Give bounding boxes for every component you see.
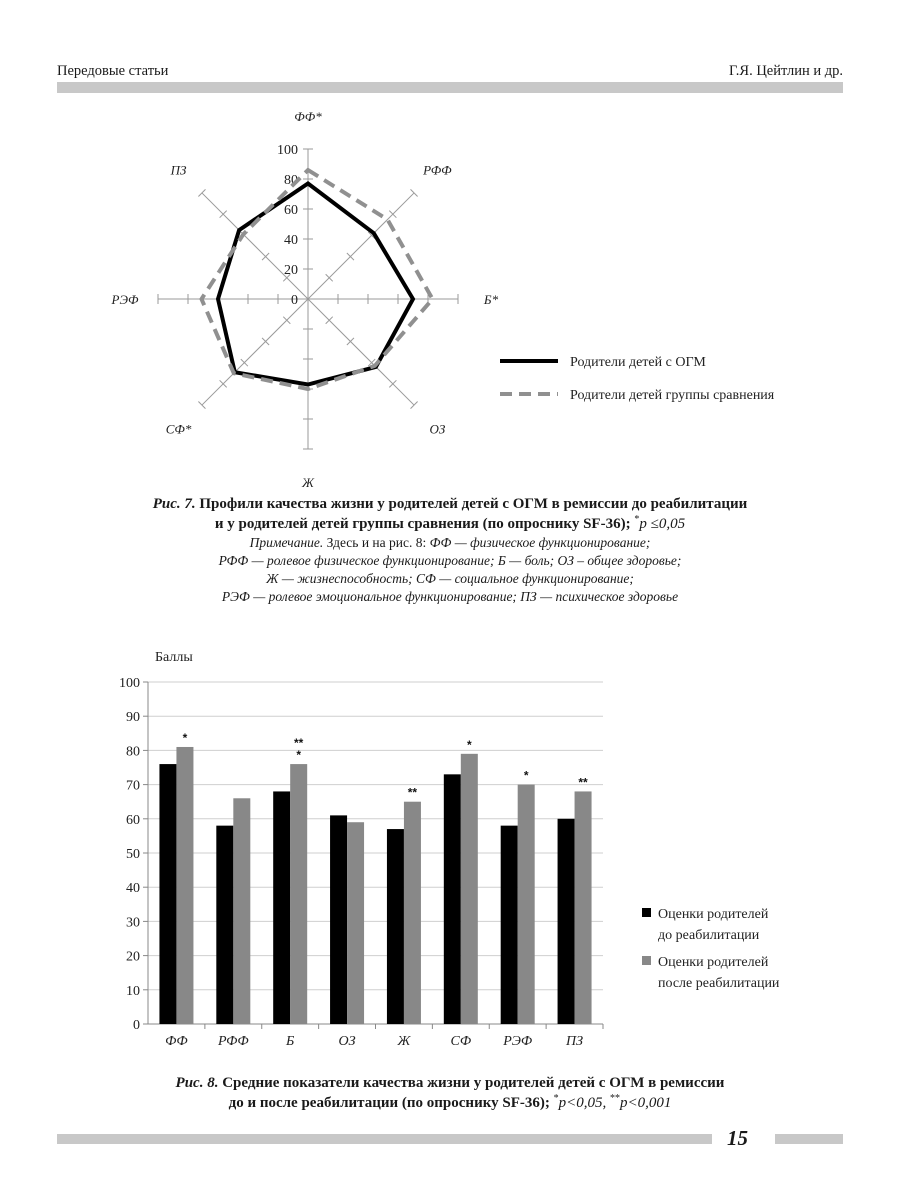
bar-Ж-series-2 bbox=[404, 802, 421, 1024]
figure8-p2-mark: ** bbox=[610, 1093, 621, 1104]
bar-y-tick-label-40: 40 bbox=[126, 881, 140, 897]
bar-СФ-series-1 bbox=[444, 774, 461, 1024]
bar-РФФ-series-1 bbox=[216, 826, 233, 1024]
figure7-note-line3: Ж — жизнеспособность; СФ — социальное функционирование; bbox=[266, 571, 634, 586]
figure8-p2: p<0,001 bbox=[620, 1095, 672, 1111]
bar-legend bbox=[642, 907, 780, 991]
figure7-pvalue: p ≤0,05 bbox=[639, 516, 686, 532]
radar-axis-label-ФФ-: ФФ* bbox=[294, 109, 322, 124]
running-header-section: Передовые статьи bbox=[57, 63, 169, 79]
bar-x-label-Ж: Ж bbox=[397, 1034, 411, 1049]
footer-rule-left bbox=[57, 1134, 712, 1144]
radar-series-2 bbox=[202, 170, 433, 389]
bar-ПЗ-series-1 bbox=[558, 819, 575, 1024]
figure8-title-line1: Средние показатели качества жизни у родителей детей с ОГМ в ремиссии bbox=[222, 1075, 725, 1091]
bar-y-tick-label-90: 90 bbox=[126, 710, 140, 726]
page-number: 15 bbox=[727, 1126, 748, 1150]
figure8-p1-mark: * bbox=[553, 1093, 559, 1104]
figure8-p1: p<0,05, bbox=[558, 1095, 607, 1111]
figure8-title-line2: до и после реабилитации (по опроснику SF-36); bbox=[228, 1095, 550, 1111]
radar-scale-label-60: 60 bbox=[284, 203, 298, 218]
bar-ПЗ-series-2 bbox=[575, 791, 592, 1024]
figure8-caption-line1 bbox=[0, 1073, 900, 1093]
running-header-authors: Г.Я. Цейтлин и др. bbox=[729, 63, 843, 79]
bar-y-tick-label-70: 70 bbox=[126, 778, 140, 794]
note-label: Примечание. bbox=[249, 535, 324, 550]
bar-y-tick-label-50: 50 bbox=[126, 847, 140, 862]
bar-x-label-ФФ: ФФ bbox=[165, 1034, 188, 1049]
bar-x-label-Б: Б bbox=[286, 1034, 295, 1049]
bar-y-tick-label-0: 0 bbox=[133, 1018, 140, 1033]
bar-legend-label-1-1: Оценки родителей bbox=[658, 907, 769, 922]
radar-axis-label-СФ-: СФ* bbox=[165, 421, 192, 437]
bar-chart bbox=[110, 642, 840, 1057]
bar-y-tick-label-80: 80 bbox=[126, 744, 140, 760]
bar-РФФ-series-2 bbox=[233, 798, 250, 1024]
figure8-label: Рис. 8. bbox=[175, 1075, 219, 1091]
bar-ФФ-series-2 bbox=[176, 747, 193, 1024]
bar-x-label-СФ: СФ bbox=[450, 1034, 472, 1049]
bar-Б-series-2 bbox=[290, 764, 307, 1024]
bar-legend-swatch-1 bbox=[642, 908, 651, 917]
bar-y-tick-label-100: 100 bbox=[119, 676, 140, 691]
bar-ОЗ-series-2 bbox=[347, 822, 364, 1024]
bar-significance-Ж-1: ** bbox=[407, 785, 418, 800]
bar-y-tick-label-30: 30 bbox=[126, 915, 140, 931]
bar-significance-ПЗ-1: ** bbox=[578, 775, 588, 790]
bar-legend-swatch-2 bbox=[642, 956, 651, 965]
figure8-caption-line2 bbox=[0, 1093, 900, 1113]
bar-legend-label-2-2: после реабилитации bbox=[658, 976, 780, 991]
footer-rule-right bbox=[775, 1134, 843, 1144]
bar-y-tick-label-10: 10 bbox=[126, 983, 140, 999]
figure7-pvalue-mark: * bbox=[634, 514, 640, 525]
radar-axis-line bbox=[308, 193, 414, 299]
radar-scale-label-100: 100 bbox=[277, 143, 298, 158]
radar-scale-label-20: 20 bbox=[284, 263, 298, 278]
bar-ОЗ-series-1 bbox=[330, 815, 347, 1024]
bar-x-label-РЭФ: РЭФ bbox=[503, 1034, 533, 1049]
bar-significance-Б-2: * bbox=[296, 748, 302, 763]
note-line1: ФФ — физическое функционирование; bbox=[429, 535, 651, 550]
bar-РЭФ-series-1 bbox=[501, 826, 518, 1024]
radar-scale-label-40: 40 bbox=[284, 233, 298, 248]
radar-axis-label-РЭФ: РЭФ bbox=[111, 292, 139, 307]
note-intro: Здесь и на рис. 8: bbox=[326, 535, 427, 550]
radar-axis-line bbox=[308, 299, 414, 405]
bar-СФ-series-2 bbox=[461, 754, 478, 1024]
header-rule bbox=[57, 82, 843, 93]
bar-Ж-series-1 bbox=[387, 829, 404, 1024]
figure7-caption-line2 bbox=[0, 514, 900, 534]
bar-x-label-РФФ: РФФ bbox=[217, 1034, 249, 1049]
bar-РЭФ-series-2 bbox=[518, 785, 535, 1024]
radar-axis-line bbox=[202, 299, 308, 405]
figure7-note-line0 bbox=[0, 534, 900, 552]
radar-scale-label-80: 80 bbox=[284, 173, 298, 188]
bar-ФФ-series-1 bbox=[159, 764, 176, 1024]
radar-axis-label-Б-: Б* bbox=[483, 292, 499, 307]
radar-axis-label-ОЗ: ОЗ bbox=[429, 421, 446, 437]
bar-y-tick-label-20: 20 bbox=[126, 949, 140, 965]
figure7-caption-line1 bbox=[0, 494, 900, 514]
figure7-title-line1: Профили качества жизни у родителей детей с ОГМ в ремиссии до реабилитации bbox=[199, 496, 748, 512]
bar-Б-series-1 bbox=[273, 791, 290, 1024]
figure7-label: Рис. 7. bbox=[152, 496, 196, 512]
radar-legend-label-1: Родители детей с ОГМ bbox=[570, 355, 706, 370]
figure7-title-line2: и у родителей детей группы сравнения (по опроснику SF-36); bbox=[214, 516, 631, 532]
bar-x-label-ОЗ: ОЗ bbox=[338, 1034, 356, 1049]
bar-significance-Б-1: ** bbox=[294, 736, 304, 751]
radar-axis-label-Ж: Ж bbox=[302, 475, 314, 490]
figure7-note-line4: РЭФ — ролевое эмоциональное функционирование; ПЗ — психическое здоровье bbox=[221, 589, 679, 604]
bar-significance-ФФ-1: * bbox=[182, 730, 188, 745]
radar-scale-label-0: 0 bbox=[291, 293, 298, 308]
bar-significance-РЭФ-1: * bbox=[523, 768, 529, 783]
figure7-note-line2: РФФ — ролевое физическое функционирование; Б — боль; ОЗ – общее здоровье; bbox=[218, 553, 682, 568]
radar-chart bbox=[100, 109, 820, 490]
bar-y-tick-label-60: 60 bbox=[126, 812, 140, 828]
bar-legend-label-2-1: Оценки родителей bbox=[658, 955, 769, 970]
radar-legend-label-2: Родители детей группы сравнения bbox=[570, 388, 775, 403]
bar-significance-СФ-1: * bbox=[466, 737, 472, 752]
bar-x-label-ПЗ: ПЗ bbox=[566, 1034, 584, 1049]
bar-legend-label-1-2: до реабилитации bbox=[658, 928, 760, 943]
bar-y-axis-title: Баллы bbox=[155, 650, 193, 665]
radar-axis-label-ПЗ: ПЗ bbox=[170, 162, 187, 178]
radar-axis-label-РФФ: РФФ bbox=[423, 162, 452, 178]
radar-scale-labels bbox=[277, 143, 298, 308]
radar-legend bbox=[500, 355, 775, 403]
